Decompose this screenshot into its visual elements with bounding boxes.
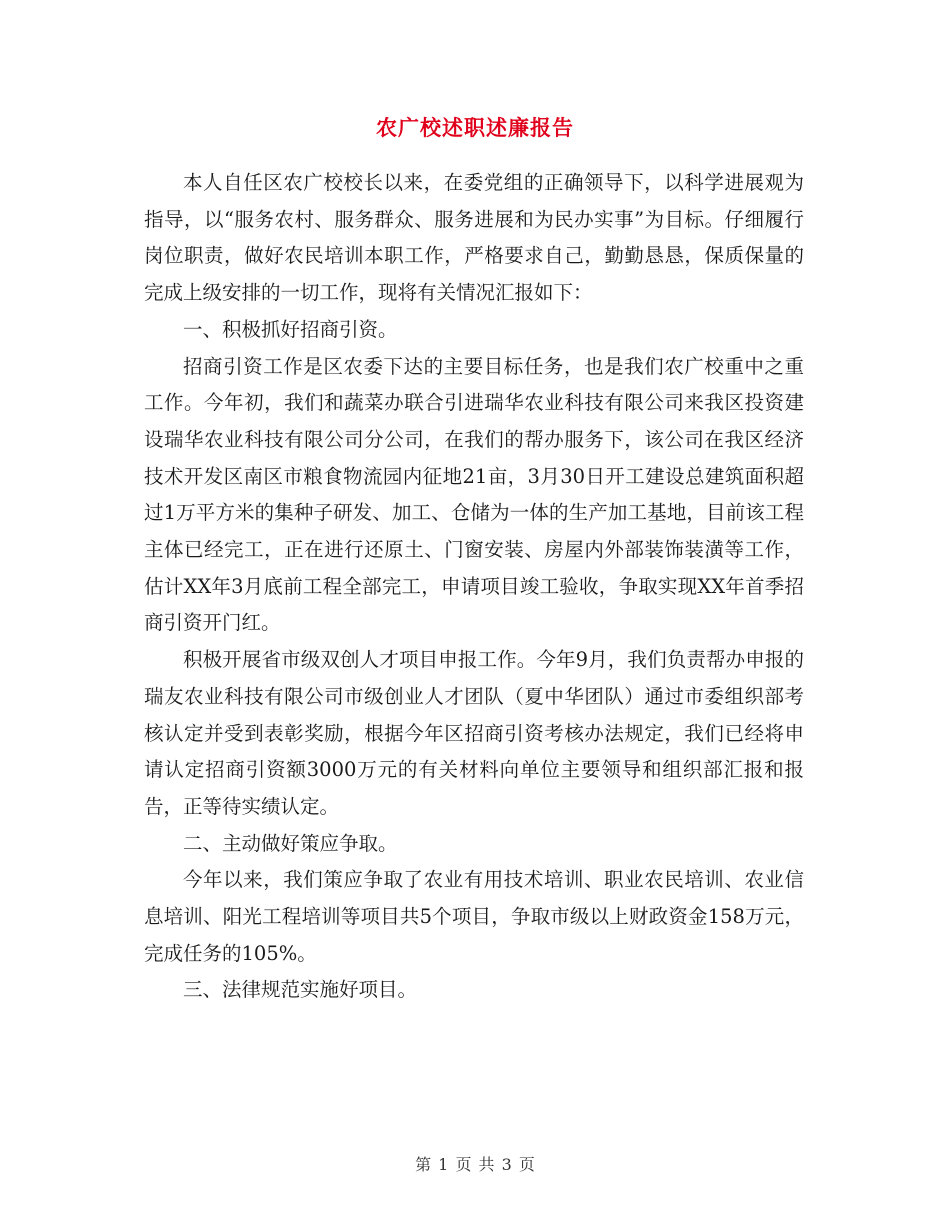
- section-heading-2: 二、主动做好策应争取。: [183, 831, 398, 855]
- document-title: 农广校述职述廉报告: [376, 115, 574, 140]
- document-body: [144, 165, 804, 1009]
- body-paragraph: 招商引资工作是区农委下达的主要目标任务，也是我们农广校重中之重工作。今年初，我们和蔬菜办联合引进瑞华农业科技有限公司来我区投资建设瑞华农业科技有限公司分公司，在我们的帮办服务下，该公司在我区经济技术开发区南区市粮食物流园内征地21亩，3月30日开工建设总建筑面积超过1万平方米的集种子研发、加工、仓储为一体的生产加工基地，目前该工程主体已经完工，正在进行还原土、门窗安装、房屋内外部装饰装潢等工作，估计XX年3月底前工程全部完工，申请项目竣工验收，争取实现XX年首季招商引资开门红。: [144, 354, 804, 635]
- body-paragraph: 今年以来，我们策应争取了农业有用技术培训、职业农民培训、农业信息培训、阳光工程培训等项目共5个项目，争取市级以上财政资金158万元，完成任务的105%。: [144, 868, 804, 965]
- body-paragraph: 积极开展省市级双创人才项目申报工作。今年9月，我们负责帮办申报的瑞友农业科技有限公司市级创业人才团队（夏中华团队）通过市委组织部考核认定并受到表彰奖励，根据今年区招商引资考核办法规定，我们已经将申请认定招商引资额3000万元的有关材料向单位主要领导和组织部汇报和报告，正等待实绩认定。: [144, 648, 804, 818]
- intro-paragraph: 本人自任区农广校校长以来，在委党组的正确领导下，以科学进展观为指导，以“服务农村、服务群众、服务进展和为民办实事”为目标。仔细履行岗位职责，做好农民培训本职工作，严格要求自己，勤勤恳恳，保质保量的完成上级安排的一切工作，现将有关情况汇报如下：: [144, 171, 804, 305]
- section-heading-3: 三、法律规范实施好项目。: [183, 978, 418, 1002]
- section-heading-1: 一、积极抓好招商引资。: [183, 317, 398, 341]
- page-number-footer: 第 1 页 共 3 页: [415, 1155, 535, 1174]
